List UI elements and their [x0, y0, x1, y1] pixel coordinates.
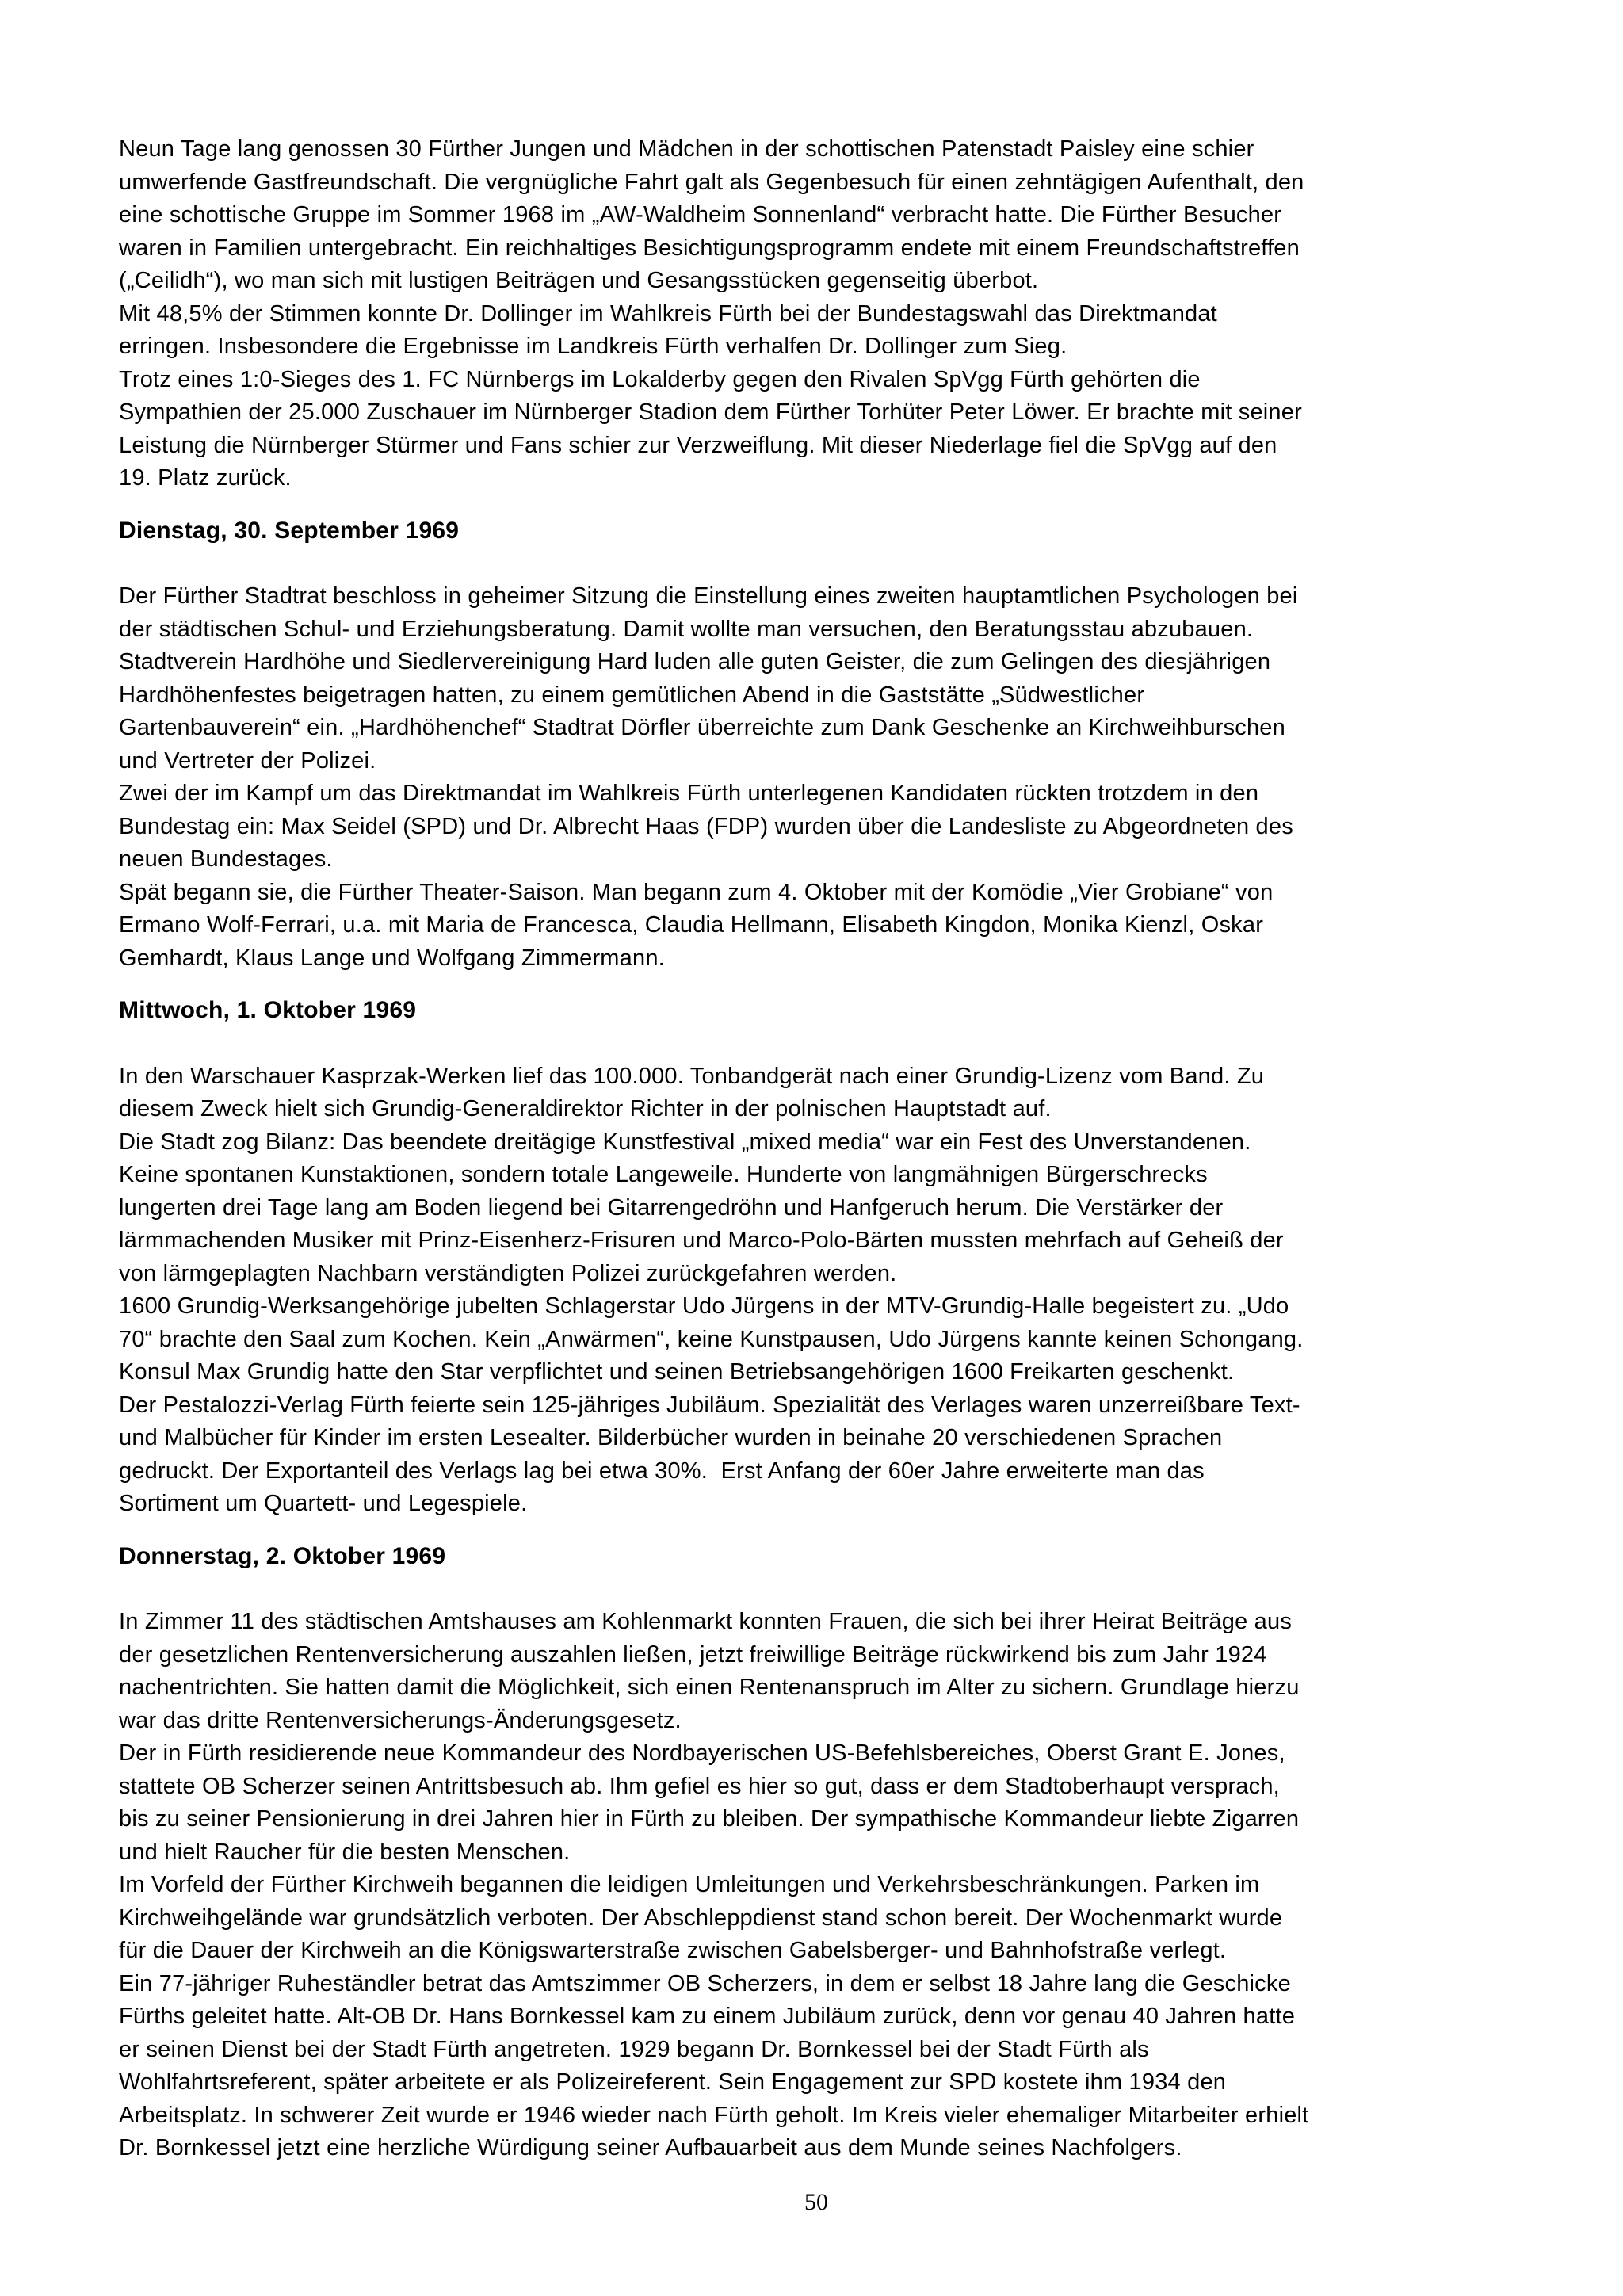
paragraph [119, 646, 1514, 777]
text-line: Im Vorfeld der Fürther Kirchweih begannen die leidigen Umleitungen und Verkehrsbeschränkungen. Parken im [119, 1872, 1260, 1897]
text-line: umwerfende Gastfreundschaft. Die vergnügliche Fahrt galt als Gegenbesuch für einen zehntägigen Aufenthalt, den [119, 169, 1304, 195]
paragraph [119, 298, 1514, 364]
text-line: In Zimmer 11 des städtischen Amtshauses am Kohlenmarkt konnten Frauen, die sich bei ihrer Heirat Beiträge aus [119, 1609, 1293, 1634]
text-line: 1600 Grundig-Werksangehörige jubelten Schlagerstar Udo Jürgens in der MTV-Grundig-Halle begeistert zu. „Udo [119, 1293, 1289, 1319]
text-line: Der Pestalozzi-Verlag Fürth feierte sein 125-jähriges Jubiläum. Spezialität des Verlages waren unzerreißbare Text- [119, 1392, 1300, 1418]
text-line: Ein 77-jähriger Ruheständler betrat das Amtszimmer OB Scherzers, in dem er selbst 18 Jahre lang die Geschicke [119, 1970, 1291, 1996]
text-line: Mit 48,5% der Stimmen konnte Dr. Dollinger im Wahlkreis Fürth bei der Bundestagswahl das Direktmandat [119, 300, 1217, 327]
text-line: eine schottische Gruppe im Sommer 1968 im „AW-Waldheim Sonnenland“ verbracht hatte. Die Fürther Besucher [119, 202, 1282, 227]
text-line: Stadtverein Hardhöhe und Siedlervereinigung Hard luden alle guten Geister, die zum Gelingen des diesjährigen [119, 649, 1271, 674]
text-line: gedruckt. Der Exportanteil des Verlags lag bei etwa 30%. Erst Anfang der 60er Jahre erweiterte man das [119, 1457, 1205, 1484]
paragraph [119, 580, 1514, 646]
page-number: 50 [804, 2188, 828, 2215]
text-line: Der Fürther Stadtrat beschloss in geheimer Sitzung die Einstellung eines zweiten hauptamtlichen Psychologen bei [119, 583, 1298, 609]
text-line: lungerten drei Tage lang am Boden liegend bei Gitarrengedröhn und Hanfgeruch herum. Die Verstärker der [119, 1194, 1224, 1221]
paragraph [119, 1126, 1514, 1291]
text-line: Gemhardt, Klaus Lange und Wolfgang Zimmermann. [119, 945, 665, 971]
text-line: war das dritte Rentenversicherungs-Änderungsgesetz. [119, 1707, 682, 1733]
paragraph [119, 1869, 1514, 1968]
text-line: und hielt Raucher für die besten Menschen. [119, 1839, 571, 1865]
text-line: für die Dauer der Kirchweih an die Königswarterstraße zwischen Gabelsberger- und Bahnhofstraße verlegt. [119, 1938, 1227, 1963]
paragraph [119, 1060, 1514, 1126]
text-line: stattete OB Scherzer seinen Antrittsbesuch ab. Ihm gefiel es hier so gut, dass er dem Stadtoberhaupt versprach, [119, 1773, 1280, 1799]
paragraph [119, 1737, 1514, 1869]
document-body [119, 133, 1514, 2165]
text-line: Gartenbauverein“ ein. „Hardhöhenchef“ Stadtrat Dörfler überreichte zum Dank Geschenke an Kirchweihburschen [119, 715, 1285, 740]
paragraph [119, 1606, 1514, 1737]
text-line: Leistung die Nürnberger Stürmer und Fans schier zur Verzweiflung. Mit dieser Niederlage fiel die SpVgg auf den [119, 432, 1277, 458]
text-line: nachentrichten. Sie hatten damit die Möglichkeit, sich einen Rentenanspruch im Alter zu sichern. Grundlage hierzu [119, 1675, 1300, 1700]
text-line: Der in Fürth residierende neue Kommandeur des Nordbayerischen US-Befehlsbereiches, Oberst Grant E. Jones, [119, 1740, 1285, 1766]
text-line: der städtischen Schul- und Erziehungsberatung. Damit wollte man versuchen, den Beratungsstau abzubauen. [119, 616, 1254, 642]
day-heading: Donnerstag, 2. Oktober 1969 [119, 1542, 446, 1569]
paragraph [119, 1290, 1514, 1389]
text-line: Sympathien der 25.000 Zuschauer im Nürnberger Stadion dem Fürther Torhüter Peter Löwer. Er brachte mit seiner [119, 399, 1302, 425]
text-line: von lärmgeplagten Nachbarn verständigten Polizei zurückgefahren werden. [119, 1260, 897, 1286]
text-line: Trotz eines 1:0-Sieges des 1. FC Nürnbergs im Lokalderby gegen den Rivalen SpVgg Fürth gehörten die [119, 366, 1201, 392]
text-line: Kirchweihgelände war grundsätzlich verboten. Der Abschleppdienst stand schon bereit. Der Wochenmarkt wurde [119, 1904, 1283, 1931]
text-line: neuen Bundestages. [119, 846, 333, 872]
text-line: Neun Tage lang genossen 30 Fürther Jungen und Mädchen in der schottischen Patenstadt Paisley eine schier [119, 136, 1254, 162]
text-line: In den Warschauer Kasprzak-Werken lief das 100.000. Tonbandgerät nach einer Grundig-Lizenz vom Band. Zu [119, 1063, 1265, 1089]
text-line: 19. Platz zurück. [119, 465, 292, 491]
text-line: („Ceilidh“), wo man sich mit lustigen Beiträgen und Gesangsstücken gegenseitig überbot. [119, 268, 1039, 293]
text-line: und Vertreter der Polizei. [119, 747, 376, 774]
text-line: Zwei der im Kampf um das Direktmandat im Wahlkreis Fürth unterlegenen Kandidaten rückten trotzdem in den [119, 781, 1259, 806]
text-line: Ermano Wolf-Ferrari, u.a. mit Maria de Francesca, Claudia Hellmann, Elisabeth Kingdon, Monika Kienzl, Oskar [119, 912, 1264, 938]
text-line: er seinen Dienst bei der Stadt Fürth angetreten. 1929 begann Dr. Bornkessel bei der Stadt Fürth als [119, 2036, 1149, 2062]
day-heading: Mittwoch, 1. Oktober 1969 [119, 997, 417, 1023]
text-line: Fürths geleitet hatte. Alt-OB Dr. Hans Bornkessel kam zu einem Jubiläum zurück, denn vor genau 40 Jahren hatte [119, 2004, 1296, 2029]
text-line: und Malbücher für Kinder im ersten Lesealter. Bilderbücher wurden in beinahe 20 verschiedenen Sprachen [119, 1425, 1223, 1450]
paragraph [119, 777, 1514, 877]
text-line: Die Stadt zog Bilanz: Das beendete dreitägige Kunstfestival „mixed media“ war ein Fest des Unverstandenen. [119, 1129, 1251, 1155]
paragraph [119, 1389, 1514, 1521]
paragraph [119, 877, 1514, 976]
text-line: Hardhöhenfestes beigetragen hatten, zu einem gemütlichen Abend in die Gaststätte „Südwestlicher [119, 682, 1145, 708]
text-line: waren in Familien untergebracht. Ein reichhaltiges Besichtigungsprogramm endete mit einem Freundschaftstreffen [119, 235, 1300, 261]
text-line: lärmmachenden Musiker mit Prinz-Eisenherz-Frisuren und Marco-Polo-Bärten mussten mehrfach auf Geheiß der [119, 1228, 1284, 1253]
text-line: Spät begann sie, die Fürther Theater-Saison. Man begann zum 4. Oktober mit der Komödie „Vier Grobiane“ von [119, 879, 1274, 905]
paragraph [119, 364, 1514, 495]
day-heading: Dienstag, 30. September 1969 [119, 517, 460, 544]
text-line: der gesetzlichen Rentenversicherung auszahlen ließen, jetzt freiwillige Beiträge rückwirkend bis zum Jahr 1924 [119, 1641, 1267, 1668]
text-line: 70“ brachte den Saal zum Kochen. Kein „Anwärmen“, keine Kunstpausen, Udo Jürgens kannte keinen Schongang. [119, 1326, 1304, 1352]
text-line: Keine spontanen Kunstaktionen, sondern totale Langeweile. Hunderte von langmähnigen Bürgerschrecks [119, 1162, 1208, 1187]
text-line: Dr. Bornkessel jetzt eine herzliche Würdigung seiner Aufbauarbeit aus dem Munde seines Nachfolgers. [119, 2135, 1182, 2160]
text-line: Bundestag ein: Max Seidel (SPD) und Dr. Albrecht Haas (FDP) wurden über die Landesliste zu Abgeordneten des [119, 813, 1293, 839]
text-line: Sortiment um Quartett- und Legespiele. [119, 1491, 528, 1516]
text-line: Konsul Max Grundig hatte den Star verpflichtet und seinen Betriebsangehörigen 1600 Freikarten geschenkt. [119, 1359, 1235, 1385]
text-line: Arbeitsplatz. In schwerer Zeit wurde er 1946 wieder nach Fürth geholt. Im Kreis vieler ehemaliger Mitarbeiter erhielt [119, 2102, 1309, 2128]
text-line: bis zu seiner Pensionierung in drei Jahren hier in Fürth zu bleiben. Der sympathische Kommandeur liebte Zigarren [119, 1806, 1300, 1832]
paragraph [119, 1968, 1514, 2165]
paragraph [119, 133, 1514, 298]
text-line: Wohlfahrtsreferent, später arbeitete er als Polizeireferent. Sein Engagement zur SPD kostete ihm 1934 den [119, 2069, 1227, 2095]
text-line: diesem Zweck hielt sich Grundig-Generaldirektor Richter in der polnischen Hauptstadt auf. [119, 1096, 1052, 1121]
text-line: erringen. Insbesondere die Ergebnisse im Landkreis Fürth verhalfen Dr. Dollinger zum Sieg. [119, 334, 1067, 359]
